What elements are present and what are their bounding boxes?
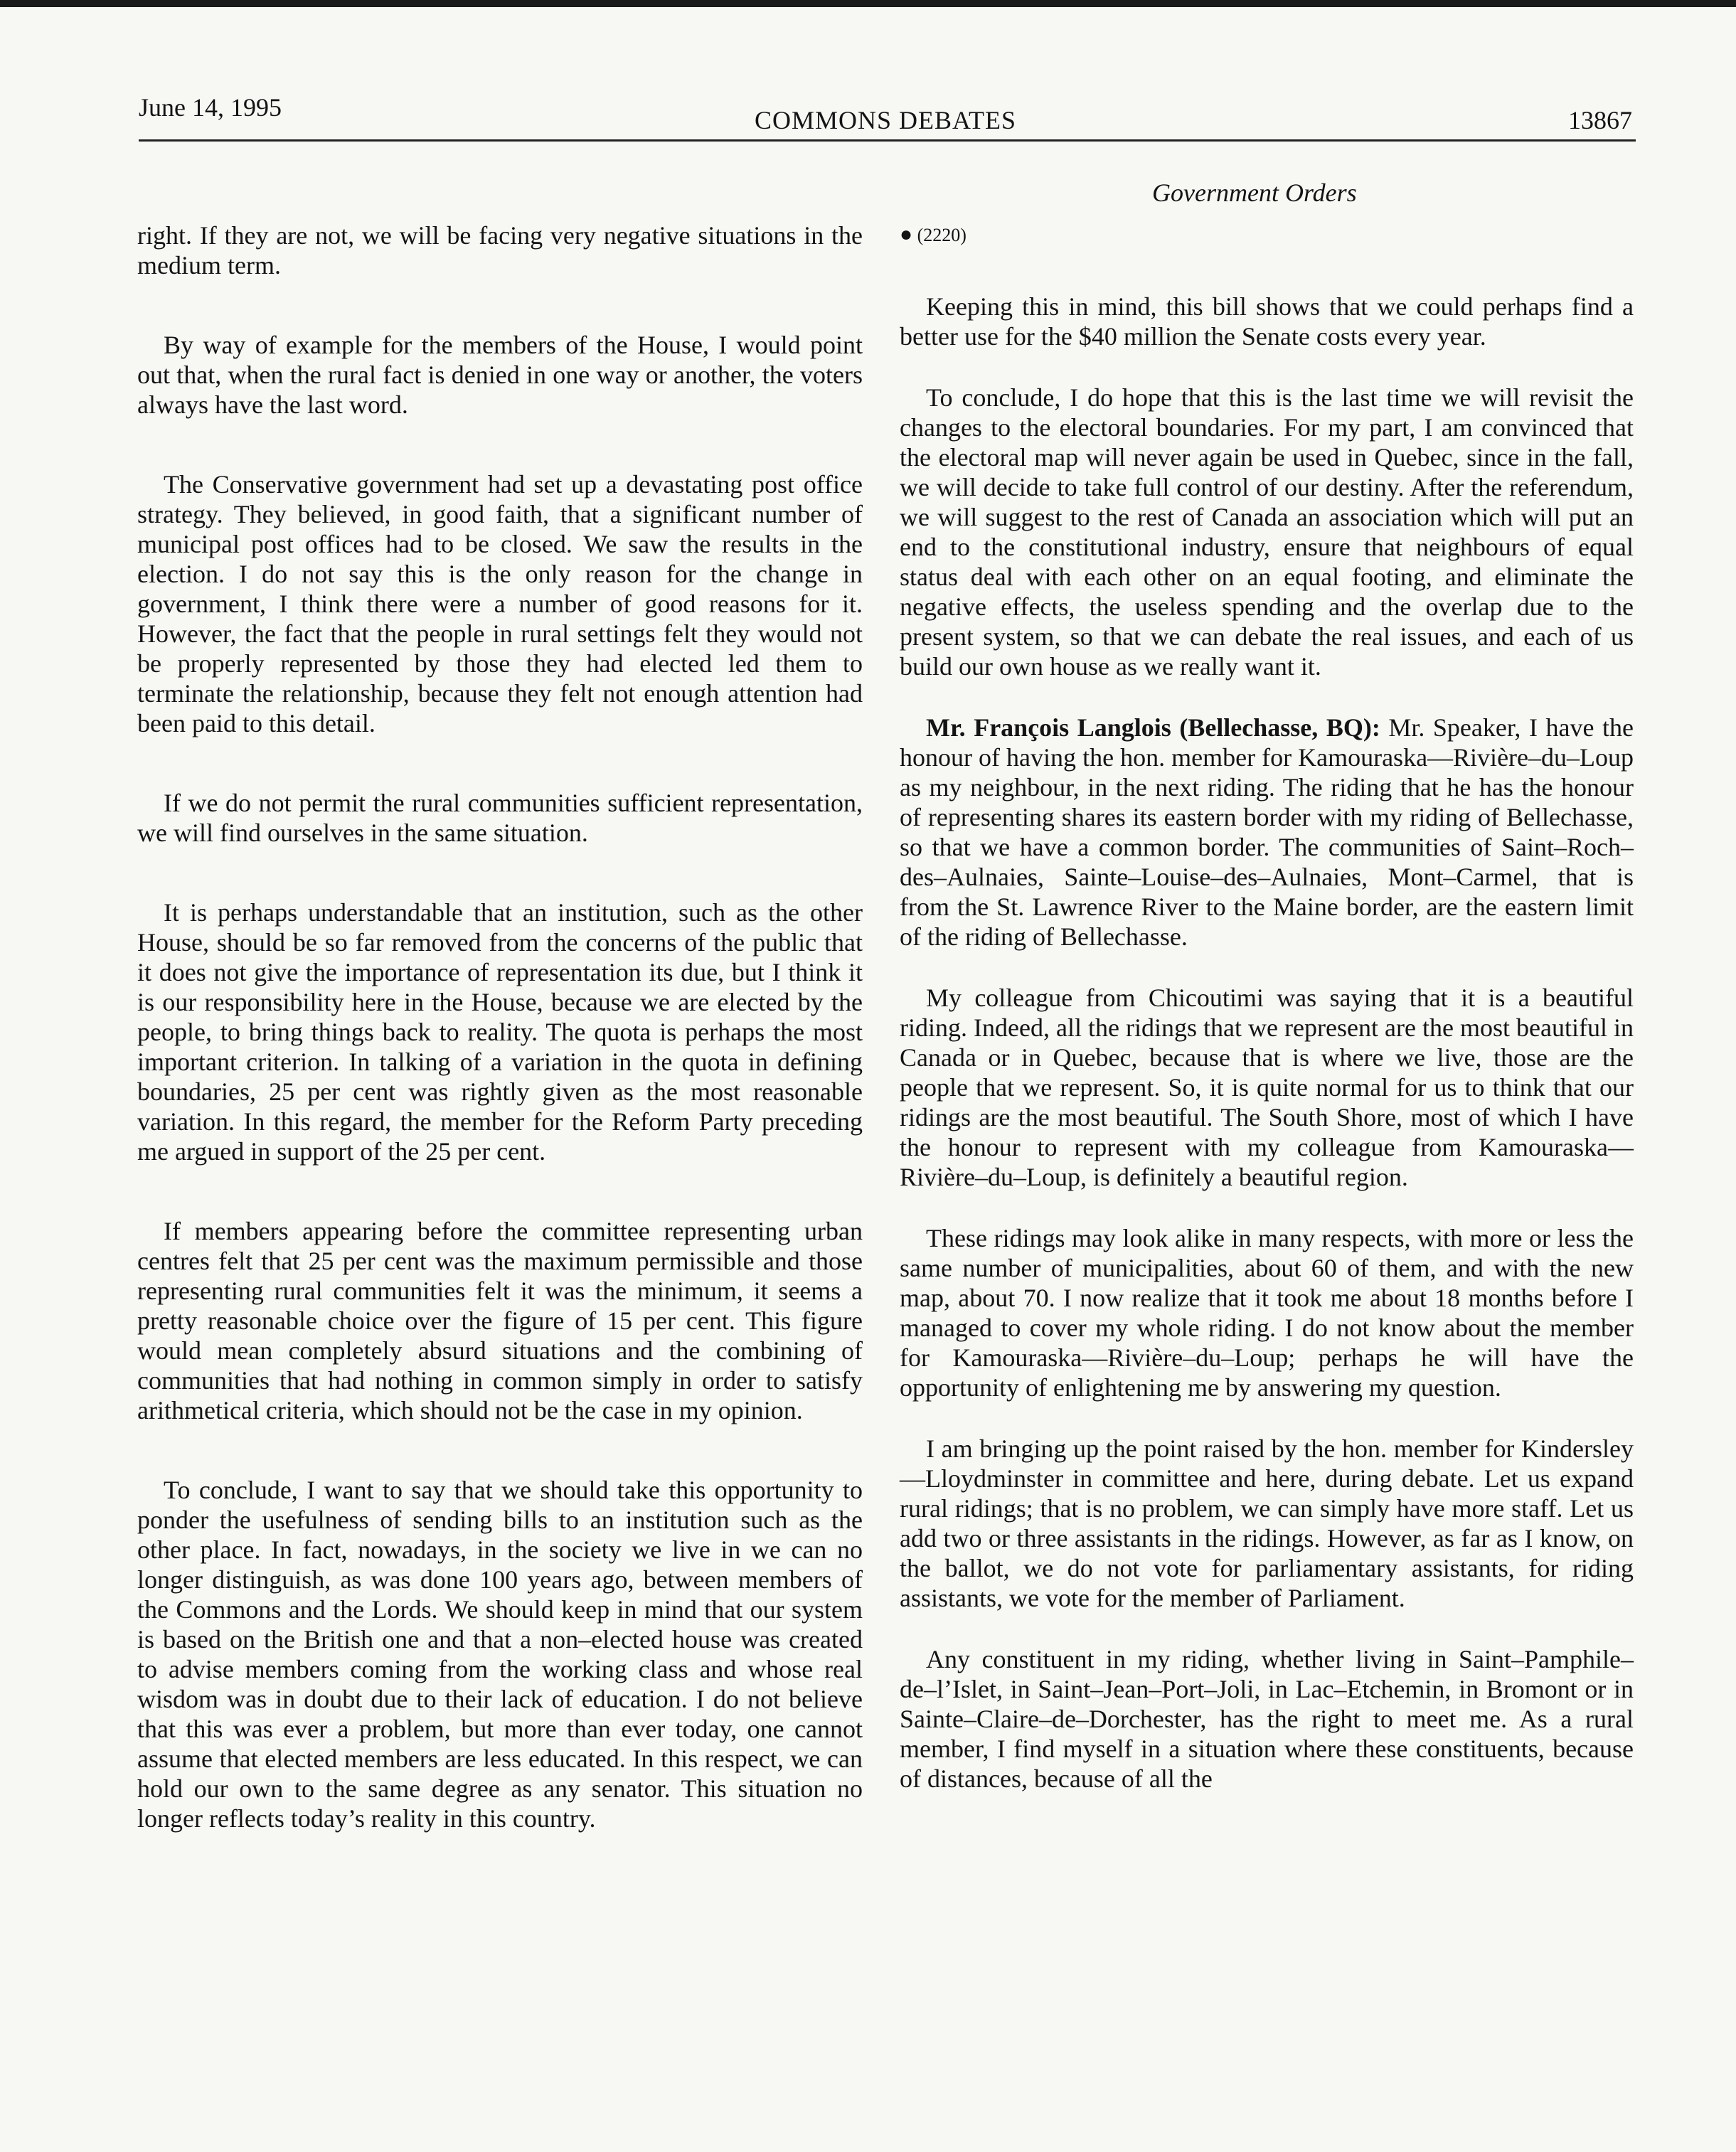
bullet-icon: ●: [900, 223, 913, 246]
paragraph: To conclude, I want to say that we should take this opportunity to ponder the usefulness of sending bills to an institution such as the other place. In fact, nowadays, in the society we live in we can no longer distinguish, as was done 100 years ago, between members of the Commons and the Lords. We should keep in mind that our system is based on the British one and that a non–elected house was created to advise members coming from the working class and whose real wisdom was in doubt due to their lack of education. I do not believe that this was ever a problem, but more than ever today, one cannot assume that elected members are less educated. In this respect, we can hold our own to the same degree as any senator. This situation no longer reflects today’s reality in this country.: [137, 1476, 863, 1833]
time-marker: [900, 220, 1634, 249]
paragraph: To conclude, I do hope that this is the last time we will revisit the changes to the electoral boundaries. For my part, I am convinced that the electoral map will never again be used in Quebec, since in the fall, we will decide to take full control of our destiny. After the referendum, we will suggest to the rest of Canada an association which will put an end to the constitutional industry, ensure that neighbours of equal status deal with each other on an equal footing, and eliminate the negative effects, the useless spending and the overlap due to the present system, so that we can debate the real issues, and each of us build our own house as we really want it.: [900, 383, 1634, 681]
left-column: [137, 220, 863, 1883]
paragraph: It is perhaps understandable that an institution, such as the other House, should be so far removed from the concerns of the public that it does not give the importance of representation its due, but I think it is our responsibility here in the House, because we are elected by the people, to bring things back to reality. The quota is perhaps the most important criterion. In talking of a variation in the quota in defining boundaries, 25 per cent was rightly given as the most reasonable variation. In this regard, the member for the Reform Party preceding me argued in support of the 25 per cent.: [137, 898, 863, 1166]
speaker-text: Mr. Speaker, I have the honour of having the hon. member for Kamouraska—Rivière–du–Loup as my neighbour, in the next riding. The riding that he has the honour of representing shares its eastern border with my riding of Bellechasse, so that we have a common border. The communities of Saint–Roch–des–Aulnaies, Sainte–Louise–des–Aulnaies, Mont–Carmel, that is from the St. Lawrence River to the Maine border, are the eastern limit of the riding of Bellechasse.: [900, 713, 1634, 951]
paragraph: These ridings may look alike in many respects, with more or less the same number of municipalities, about 60 of them, and with the new map, about 70. I now realize that it took me about 18 months before I managed to cover my whole riding. I do not know about the member for Kamouraska—Rivière–du–Loup; perhaps he will have the opportunity of enlightening me by answering my question.: [900, 1224, 1634, 1402]
paragraph: I am bringing up the point raised by the hon. member for Kindersley—Lloydminster in committee and here, during debate. Let us expand rural ridings; that is no problem, we can simply have more staff. Let us add two or three assistants in the ridings. However, as far as I know, on the ballot, we do not vote for parliamentary assistants, for riding assistants, we vote for the member of Parliament.: [900, 1434, 1634, 1612]
speaker-paragraph: [900, 713, 1634, 952]
paragraph: Any constituent in my riding, whether living in Saint–Pamphile– de–l’Islet, in Saint–Jean–Port–Joli, in Lac–Etchemin, in Bromont or in Sainte–Claire–de–Dorchester, has the right to meet me. As a rural member, I find myself in a situation where these constituents, because of distances, because of all the: [900, 1645, 1634, 1793]
paragraph: The Conservative government had set up a devastating post office strategy. They believed, in good faith, that a significant number of municipal post offices had to be closed. We saw the results in the election. I do not say this is the only reason for the change in government, I think there were a number of good reasons for it. However, the fact that the people in rural settings felt they would not be properly represented by those they had elected led them to terminate the relationship, because they felt not enough attention had been paid to this detail.: [137, 470, 863, 737]
right-column: [900, 220, 1634, 1825]
section-title: Government Orders: [1152, 179, 1357, 207]
speaker-name: Mr. François Langlois (Bellechasse, BQ):: [926, 713, 1380, 742]
paragraph: right. If they are not, we will be facing very negative situations in the medium term.: [137, 221, 863, 279]
running-head: [139, 92, 1632, 142]
scan-edge: [0, 0, 1736, 7]
paragraph: My colleague from Chicoutimi was saying that it is a beautiful riding. Indeed, all the ridings that we represent are the most beautiful in Canada or in Quebec, because that is where we live, those are the people that we represent. So, it is quite normal for us to think that our ridings are the most beautiful. The South Shore, most of which I have the honour to represent with my colleague from Kamouraska—Rivière–du–Loup, is definitely a beautiful region.: [900, 984, 1634, 1191]
time-stamp: (2220): [917, 225, 966, 245]
header-title: COMMONS DEBATES: [754, 106, 1017, 134]
paragraph: If members appearing before the committee representing urban centres felt that 25 per cent was the maximum permissible and those representing rural communities felt it was the minimum, it seems a pretty reasonable choice over the figure of 15 per cent. This figure would mean completely absurd situations and the combining of communities that had nothing in common simply in order to satisfy arithmetical criteria, which should not be the case in my opinion.: [137, 1217, 863, 1424]
paragraph: If we do not permit the rural communities sufficient representation, we will find ourselves in the same situation.: [137, 789, 863, 847]
paragraph: Keeping this in mind, this bill shows that we could perhaps find a better use for the $40 million the Senate costs every year.: [900, 292, 1634, 351]
header-rule: [139, 139, 1636, 142]
paragraph: By way of example for the members of the House, I would point out that, when the rural fact is denied in one way or another, the voters always have the last word.: [137, 331, 863, 419]
header-page-number: 13867: [1568, 106, 1632, 134]
header-date: June 14, 1995: [139, 93, 282, 122]
